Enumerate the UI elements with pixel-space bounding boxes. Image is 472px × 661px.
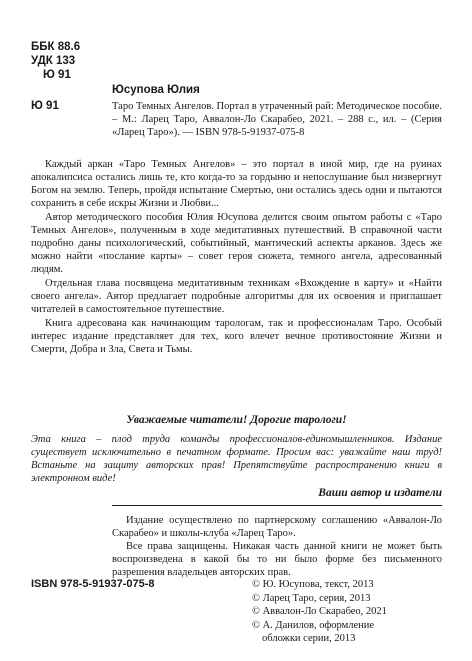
rights-block xyxy=(112,514,442,579)
copyright-line: © Ларец Таро, серия, 2013 xyxy=(252,592,371,604)
isbn: ISBN 978-5-91937-075-8 xyxy=(31,578,155,590)
copyright-line: обложки серии, 2013 xyxy=(262,633,356,644)
rights-paragraph: Все права защищены. Никакая часть данной книги не может быть воспроизведена в какой бы то ни было форме без письменного разрешения владельцев авторских прав. xyxy=(112,541,442,578)
annotation-paragraph: Отдельная глава посвящена медитативным техникам «Вхождение в карту» и «Найти своего ангела». Автор предлагает подробные алгоритмы для их освоения и приглашает читателей в самостоятельное путешествие. xyxy=(31,278,442,315)
copyright-list xyxy=(252,578,452,646)
annotation-paragraph: Книга адресована как начинающим тарологам, так и профессионалам Таро. Особый интерес издание представляет для тех, кого влечет вечное противостояние Жизни и Смерти, Добра и Зла, Света и Тьмы. xyxy=(31,318,442,355)
author-name: Юсупова Юлия xyxy=(112,84,200,96)
annotation-paragraph: Каждый аркан «Таро Темных Ангелов» – это портал в иной мир, где на руинах апокалипсиса остались лишь те, кто когда-то за гордыню и непослушание был низвергнут Богом на землю. Теперь, пройдя испытание Смертью, они остались здесь одни и пытаются сохранить в себе искры Жизни и Любви... xyxy=(31,159,442,209)
divider xyxy=(112,505,442,506)
notice-text: Эта книга – плод труда команды профессионалов-единомышленников. Издание существует исключительно в печатном формате. Просим вас: уважайте наш труд! Встаньте на защиту авторских прав! Препятствуйте распространению книги в электронном виде! xyxy=(31,434,442,484)
bbk-code: ББК 88.6 xyxy=(31,41,81,53)
rights-paragraph: Издание осуществлено по партнерскому соглашению «Аввалон-Ло Скарабео» и школы-клуба «Ларец Таро». xyxy=(112,515,442,539)
notice-heading: Уважаемые читатели! Дорогие тарологи! xyxy=(126,414,347,426)
bibliography-mark: Ю 91 xyxy=(31,100,59,112)
copyright-line: © А. Данилов, оформление xyxy=(252,619,375,631)
udk-code: УДК 133 xyxy=(31,55,76,67)
notice-signature: Ваши автор и издатели xyxy=(318,487,442,499)
annotation xyxy=(31,158,442,357)
bibliographic-record: Таро Темных Ангелов. Портал в утраченный рай: Методическое пособие. – М.: Ларец Таро, Аввалон-Ло Скарабео, 2021. – 288 с., ил. – (Серия «Ларец Таро»). — ISBN 978-5-91937-075-8 xyxy=(112,101,443,138)
author-mark: Ю 91 xyxy=(43,69,71,81)
copyright-line: © Аввалон-Ло Скарабео, 2021 xyxy=(252,606,387,617)
classification-codes xyxy=(31,40,80,82)
annotation-paragraph: Автор методического пособия Юлия Юсупова делится своим опытом работы с «Таро Темных Ангелов», полученным в ходе медитативных путешествий. В справочной части подробно даны психологический, событийный, мантический аспекты арканов. Здесь же можно найти «послание карты» – совет героя сюжета, темного ангела, адресованный людям. xyxy=(31,212,442,275)
copyright-line: © Ю. Юсупова, текст, 2013 xyxy=(252,579,374,590)
